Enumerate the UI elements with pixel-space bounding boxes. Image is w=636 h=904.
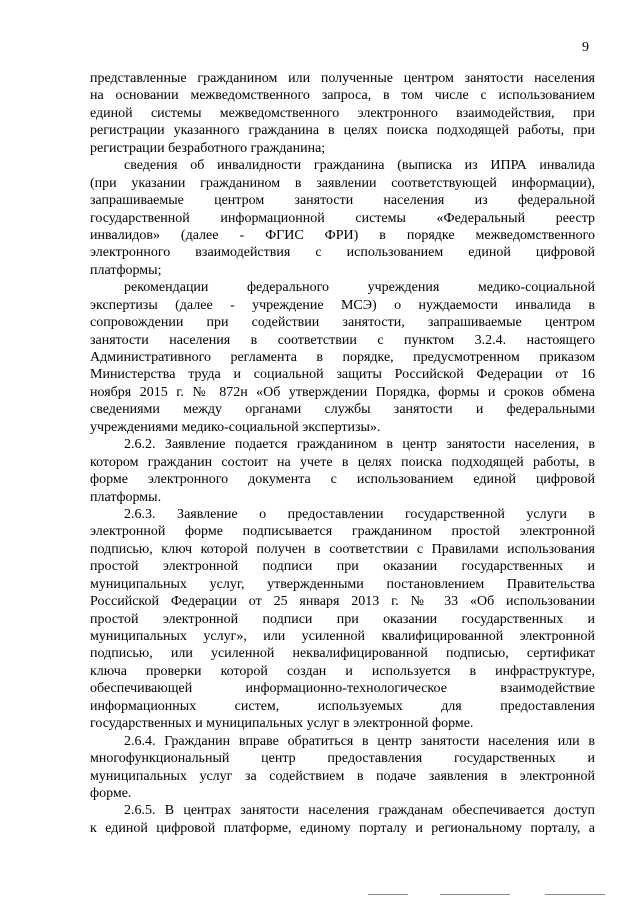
text-line: экспертизы (далее - учреждение МСЭ) о нуждаемости инвалида в (90, 297, 595, 313)
text-line: муниципальных услуг», или усиленной квалифицированной электронной (90, 629, 595, 644)
text-line: к единой цифровой платформе, единому порталу и региональному порталу, а (90, 820, 595, 836)
text-line: простой электронной подписи при оказании государственных и (90, 611, 595, 627)
text-line: 2.6.5. В центрах занятости населения гражданам обеспечивается доступ (124, 803, 595, 819)
text-line: подписью, или усиленной неквалифицированной подписью, сертификат (90, 646, 595, 662)
text-line: запрашиваемые центром занятости населения из федеральной (90, 193, 595, 209)
text-line: Российской Федерации от 25 января 2013 г. № 33 «Об использовании (90, 594, 595, 610)
text-line: государственных и муниципальных услуг в электронной форме. (90, 716, 474, 732)
text-line: 2.6.2. Заявление подается гражданином в центр занятости населения, в (124, 437, 595, 453)
text-line: муниципальных услуг за содействием в подаче заявления в электронной (90, 768, 595, 784)
text-line: Административного регламента в порядке, предусмотренном приказом (90, 350, 595, 365)
text-line: сведениями между органами службы занятости и федеральными (90, 402, 595, 418)
text-line: 2.6.4. Гражданин вправе обратиться в центр занятости населения или в (124, 733, 595, 749)
text-line: электронной форме подписывается гражданином простой электронной (90, 524, 595, 540)
text-line: представленные гражданином или полученные центром занятости населения (90, 71, 595, 86)
text-line: сведения об инвалидности гражданина (выписка из ИПРА инвалида (124, 158, 595, 174)
text-line: платформы. (90, 489, 162, 505)
text-line: платформы; (90, 262, 162, 278)
text-line: форме. (90, 785, 132, 801)
text-line: муниципальных услуг, утвержденными постановлением Правительства (90, 576, 595, 592)
text-line: простой электронной подписи при оказании государственных и (90, 559, 595, 575)
text-line: занятости населения в соответствии с пунктом 3.2.4. настоящего (90, 332, 595, 348)
text-line: обеспечивающей информационно-технологическое взаимодействие (90, 681, 595, 697)
footer-rule (368, 894, 408, 895)
text-line: многофункциональный центр предоставления государственных и (90, 751, 595, 767)
footer-rule (440, 894, 510, 895)
text-line: форме электронного документа с использованием единой цифровой (90, 472, 595, 488)
text-line: рекомендации федерального учреждения медико-социальной (124, 280, 595, 296)
text-line: электронного взаимодействия с использованием единой цифровой (90, 245, 595, 261)
text-line: государственной информационной системы «Федеральный реестр (90, 210, 595, 226)
text-line: на основании межведомственного запроса, в том числе с использованием (90, 88, 595, 104)
text-line: 2.6.3. Заявление о предоставлении государственной услуги в (124, 506, 595, 522)
text-line: ноября 2015 г. № 872н «Об утверждении Порядка, формы и сроков обмена (90, 384, 595, 400)
text-line: регистрации безработного гражданина; (90, 140, 326, 156)
page-number: 9 (582, 40, 589, 55)
text-line: ключа проверки которой создан и используется в инфраструктуре, (90, 663, 595, 679)
text-line: котором гражданин состоит на учете в целях поиска подходящей работы, в (90, 454, 595, 470)
text-line: учреждениями медико-социальной экспертизы». (90, 419, 381, 435)
text-line: информационных систем, используемых для предоставления (90, 698, 595, 714)
text-line: Министерства труда и социальной защиты Российской Федерации от 16 (90, 367, 595, 383)
text-line: подписью, ключ которой получен в соответствии с Правилами использования (90, 541, 595, 557)
text-line: регистрации указанного гражданина в целях поиска подходящей работы, при (90, 123, 595, 139)
text-line: инвалидов» (далее - ФГИС ФРИ) в порядке межведомственного (90, 227, 595, 243)
body-text (90, 70, 595, 837)
footer-rule (545, 894, 605, 895)
text-line: единой системы межведомственного электронного взаимодействия, при (90, 105, 595, 121)
text-line: (при указании гражданином в заявлении соответствующей информации), (90, 175, 595, 191)
text-line: сопровождении при содействии занятости, запрашиваемые центром (90, 315, 595, 331)
